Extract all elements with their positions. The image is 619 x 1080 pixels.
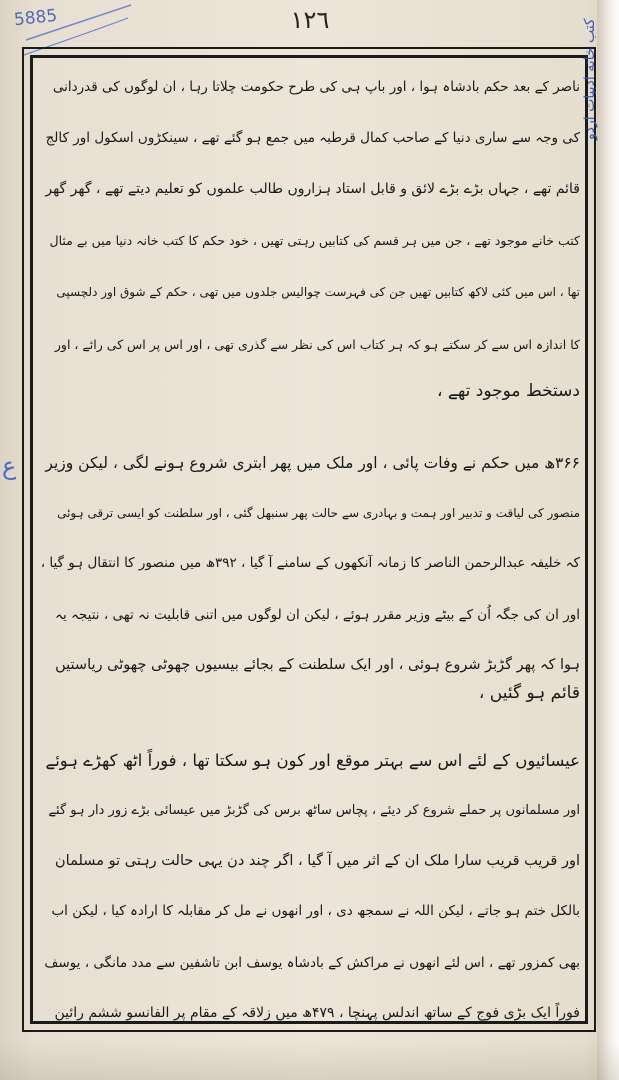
text-line: تھا ، اس میں کئی لاکھ کتابیں تھیں جن کی فہرست چوالیس جلدوں میں تھی ، حکم کے شوق اور دلچسپی xyxy=(56,285,580,299)
text-line: ۳۶۶ھ میں حکم نے وفات پائی ، اور ملک میں پھر ابتری شروع ہونے لگی ، لیکن وزیر xyxy=(45,454,580,472)
margin-handwritten-note: کتب خانه ادبیات اردو xyxy=(582,18,598,140)
text-line: قائم ہو گئیں ، xyxy=(478,683,580,703)
text-line: کا اندازہ اس سے کر سکتے ہو کہ ہر کتاب اس کی نظر سے گذری تھی ، اور اس پر اس کی رائے ، اور xyxy=(54,337,580,352)
text-line: کی وجہ سے ساری دنیا کے صاحب کمال قرطبہ میں جمع ہو گئے تھے ، سینکڑوں اسکول اور کالج xyxy=(45,130,580,146)
text-line: قائم تھے ، جہاں بڑے بڑے لائق و قابل استاد ہزاروں طالب علموں کو تعلیم دیتے تھے ، گھر گھر xyxy=(45,181,580,197)
text-line: دستخط موجود تھے ، xyxy=(436,381,580,401)
text-line: بھی کمزور تھے ، اس لئے انھوں نے مراکش کے بادشاہ یوسف ابن تاشفین سے مدد مانگی ، یوسف xyxy=(44,955,580,971)
text-line: اور ان کی جگہ اُن کے بیٹے وزیر مقرر ہوئے ، لیکن ان لوگوں میں اتنی قابلیت نہ تھی ، نتیجہ یہ xyxy=(55,607,580,623)
text-line: کتب خانے موجود تھے ، جن میں ہر قسم کی کتابیں رہتی تھیں ، خود حکم کا کتب خانہ دنیا میں بے مثال xyxy=(49,233,580,248)
text-line: ناصر کے بعد حکم بادشاہ ہوا ، اور باپ ہی کی طرح حکومت چلاتا رہا ، ان لوگوں کی قدردانی xyxy=(52,79,580,95)
text-line-blank xyxy=(38,714,580,744)
text-line: بالکل ختم ہو جاتے ، لیکن اللہ نے سمجھ دی ، اور انھوں نے مل کر مقابلہ کا ارادہ کیا ، لیکن اب xyxy=(51,903,580,919)
text-line: منصور کی لیاقت و تدبیر اور ہمت و بہادری سے حالت پھر سنبھل گئی ، اور سلطنت کو ایسی ترقی ہوئی xyxy=(57,506,580,520)
text-line: ہوا کہ پھر گڑبڑ شروع ہوئی ، اور ایک سلطنت کے بجائے بیسیوں چھوٹی چھوٹی ریاستیں xyxy=(55,657,580,673)
text-line: اور قریب قریب سارا ملک ان کے اثر میں آ گیا ، اگر چند دن یہی حالت رہتی تو مسلمان xyxy=(55,853,580,869)
margin-ink-mark: ع xyxy=(2,452,17,480)
page-number: ١٢٦ xyxy=(290,6,330,34)
text-line: کہ خلیفہ عبدالرحمن الناصر کا زمانہ آنکھوں کے سامنے آ گیا ، ۳۹۲ھ میں منصور کا انتقال ہو گیا ، xyxy=(40,555,580,571)
text-line: فوراً ایک بڑی فوج کے ساتھ اندلس پہنچا ، ۴۷۹ھ میں زلاقہ کے مقام پر الفانسو ششم رائین xyxy=(54,1005,580,1021)
page-shadow xyxy=(0,1040,619,1080)
handwritten-number: 5885 xyxy=(13,5,59,31)
text-line: عیسائیوں کے لئے اس سے بہتر موقع اور کون ہو سکتا تھا ، فوراً اٹھ کھڑے ہوئے xyxy=(45,751,580,770)
page-body-text xyxy=(38,66,580,1021)
text-line: اور مسلمانوں پر حملے شروع کر دیئے ، پچاس ساٹھ برس کی گڑبڑ میں عیسائی بڑے زور دار ہو گئے xyxy=(48,803,580,818)
